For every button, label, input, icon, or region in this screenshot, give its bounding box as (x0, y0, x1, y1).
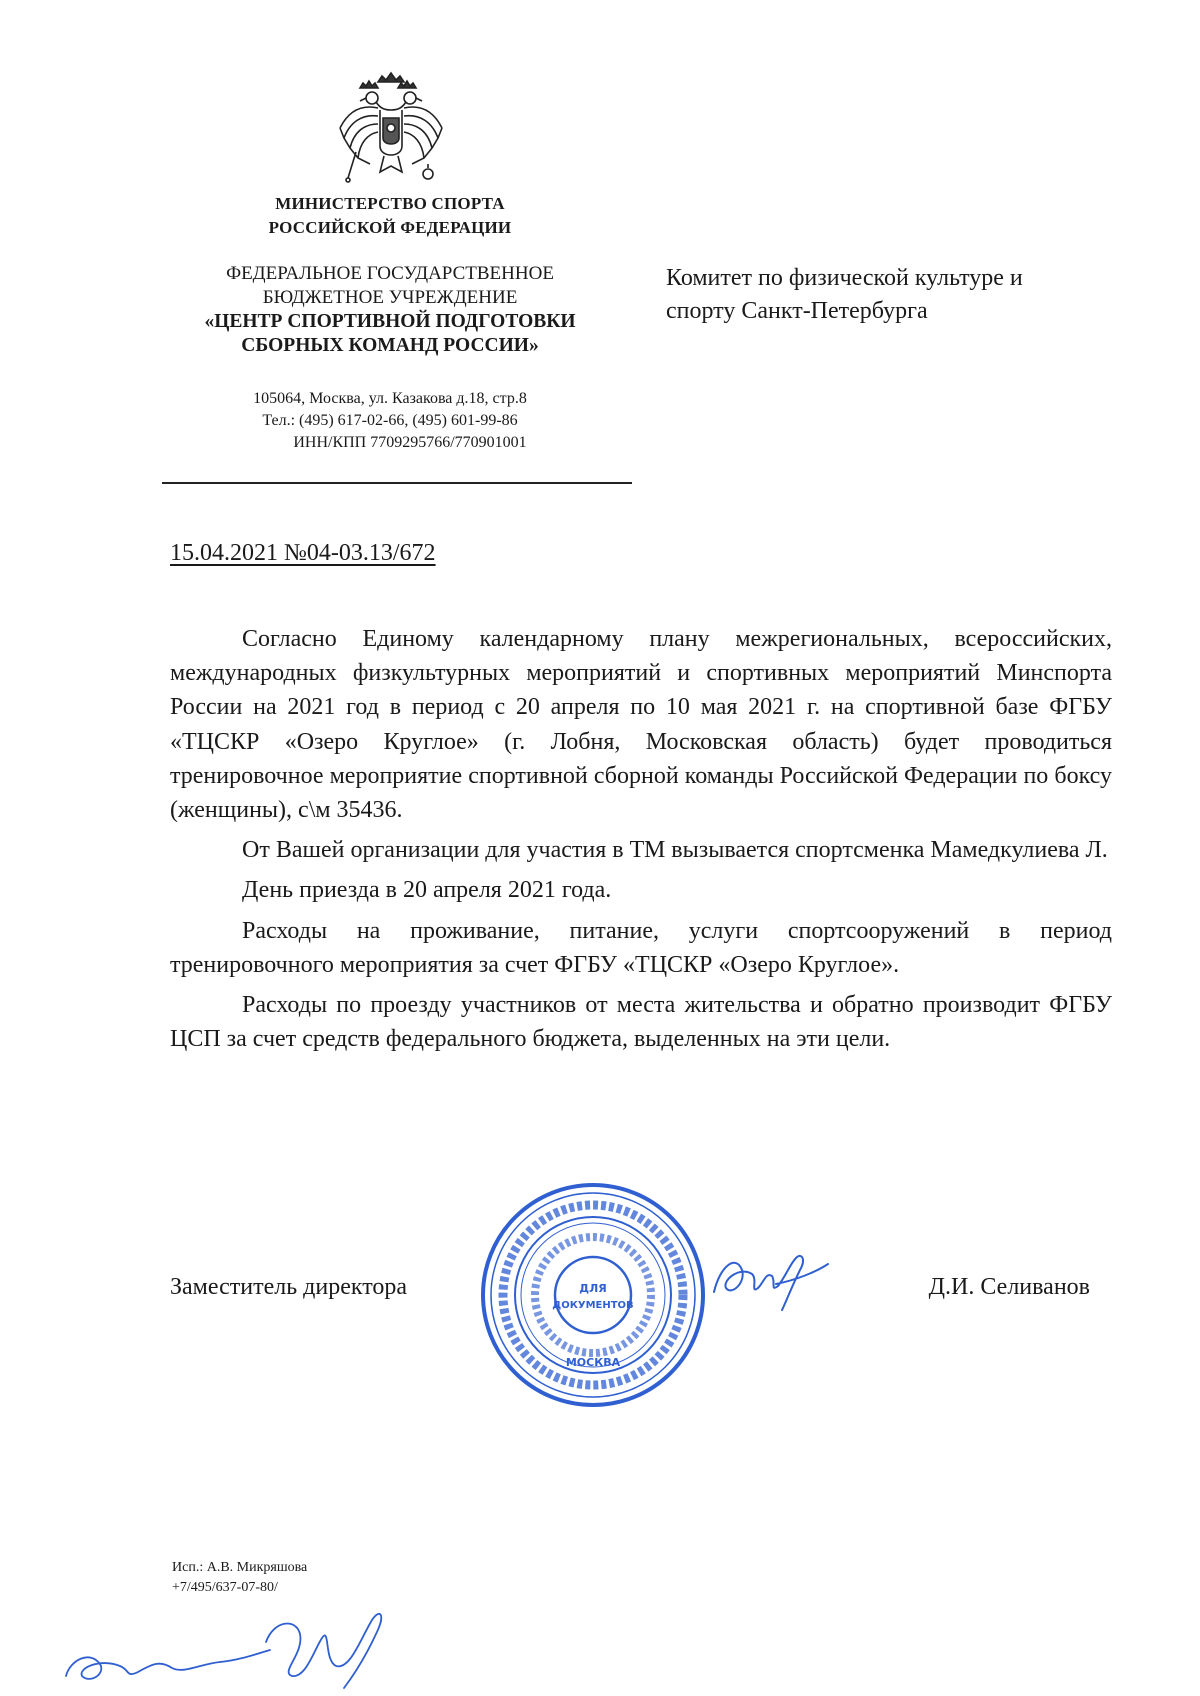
institution-line-3: «ЦЕНТР СПОРТИВНОЙ ПОДГОТОВКИ (204, 311, 576, 332)
phone-line: Тел.: (495) 617-02-66, (495) 601-99-86 (262, 412, 518, 429)
body-paragraph-1: Согласно Единому календарному плану межрегиональных, всероссийских, международных физкультурных мероприятий и спортивных мероприятий Минспорта России на 2021 год в период с 20 апреля по 10 мая 2021 г. на спортивной базе ФГБУ «ТЦСКР «Озеро Круглое» (г. Лобня, Московская область) будет проводиться тренировочное мероприятие спортивной сборной команды Российской Федерации по боксу (женщины), с\м 35436. (170, 626, 1112, 824)
address-line: 105064, Москва, ул. Казакова д.18, стр.8 (253, 390, 527, 407)
document-reference: 15.04.2021 №04-03.13/672 (170, 540, 436, 566)
approval-visa-icon (60, 1580, 400, 1690)
executor-phone: +7/495/637-07-80/ (172, 1580, 278, 1595)
header-divider (162, 482, 632, 484)
institution-line-2: БЮДЖЕТНОЕ УЧРЕЖДЕНИЕ (262, 287, 518, 308)
institution-line-1: ФЕДЕРАЛЬНОЕ ГОСУДАРСТВЕННОЕ (226, 263, 554, 284)
signatory-position: Заместитель директора (170, 1274, 408, 1300)
stamp-center-line-1: ДЛЯ (579, 1282, 607, 1295)
ministry-name (170, 192, 610, 240)
stamp-bottom-text: МОСКВА (565, 1356, 621, 1369)
institution-line-4: СБОРНЫХ КОМАНД РОССИИ» (241, 335, 539, 356)
recipient-block (660, 262, 1136, 328)
signatory-name: Д.И. Селиванов (928, 1274, 1090, 1300)
recipient-line-2: спорту Санкт-Петербурга (666, 298, 928, 324)
body-paragraph-4: Расходы на проживание, питание, услуги спортсооружений в период тренировочного мероприятия за счет ФГБУ «ТЦСКР «Озеро Круглое». (170, 917, 1112, 978)
body-paragraph-5: Расходы по проезду участников от места жительства и обратно производит ФГБУ ЦСП за счет средств федерального бюджета, выделенных на эти цели. (170, 992, 1112, 1053)
stamp-center-line-2: ДОКУМЕНТОВ (552, 1300, 634, 1311)
director-signature-icon (706, 1236, 836, 1316)
letter-body (170, 622, 1112, 1056)
official-stamp-icon (478, 1180, 708, 1410)
executor-name: Исп.: А.В. Микряшова (172, 1560, 308, 1575)
inn-line: ИНН/КПП 7709295766/770901001 (293, 434, 527, 451)
recipient-line-1: Комитет по физической культуре и (666, 265, 1023, 291)
ministry-line-2: РОССИЙСКОЙ ФЕДЕРАЦИИ (268, 218, 512, 237)
coat-of-arms-icon (330, 68, 452, 188)
institution-name (150, 262, 630, 358)
body-paragraph-3: День приезда в 20 апреля 2021 года. (242, 877, 612, 904)
institution-contacts (150, 388, 630, 454)
body-paragraph-2: От Вашей организации для участия в ТМ вызывается спортсменка Мамедкулиева Л. (242, 837, 1108, 864)
ministry-line-1: МИНИСТЕРСТВО СПОРТА (275, 194, 505, 213)
